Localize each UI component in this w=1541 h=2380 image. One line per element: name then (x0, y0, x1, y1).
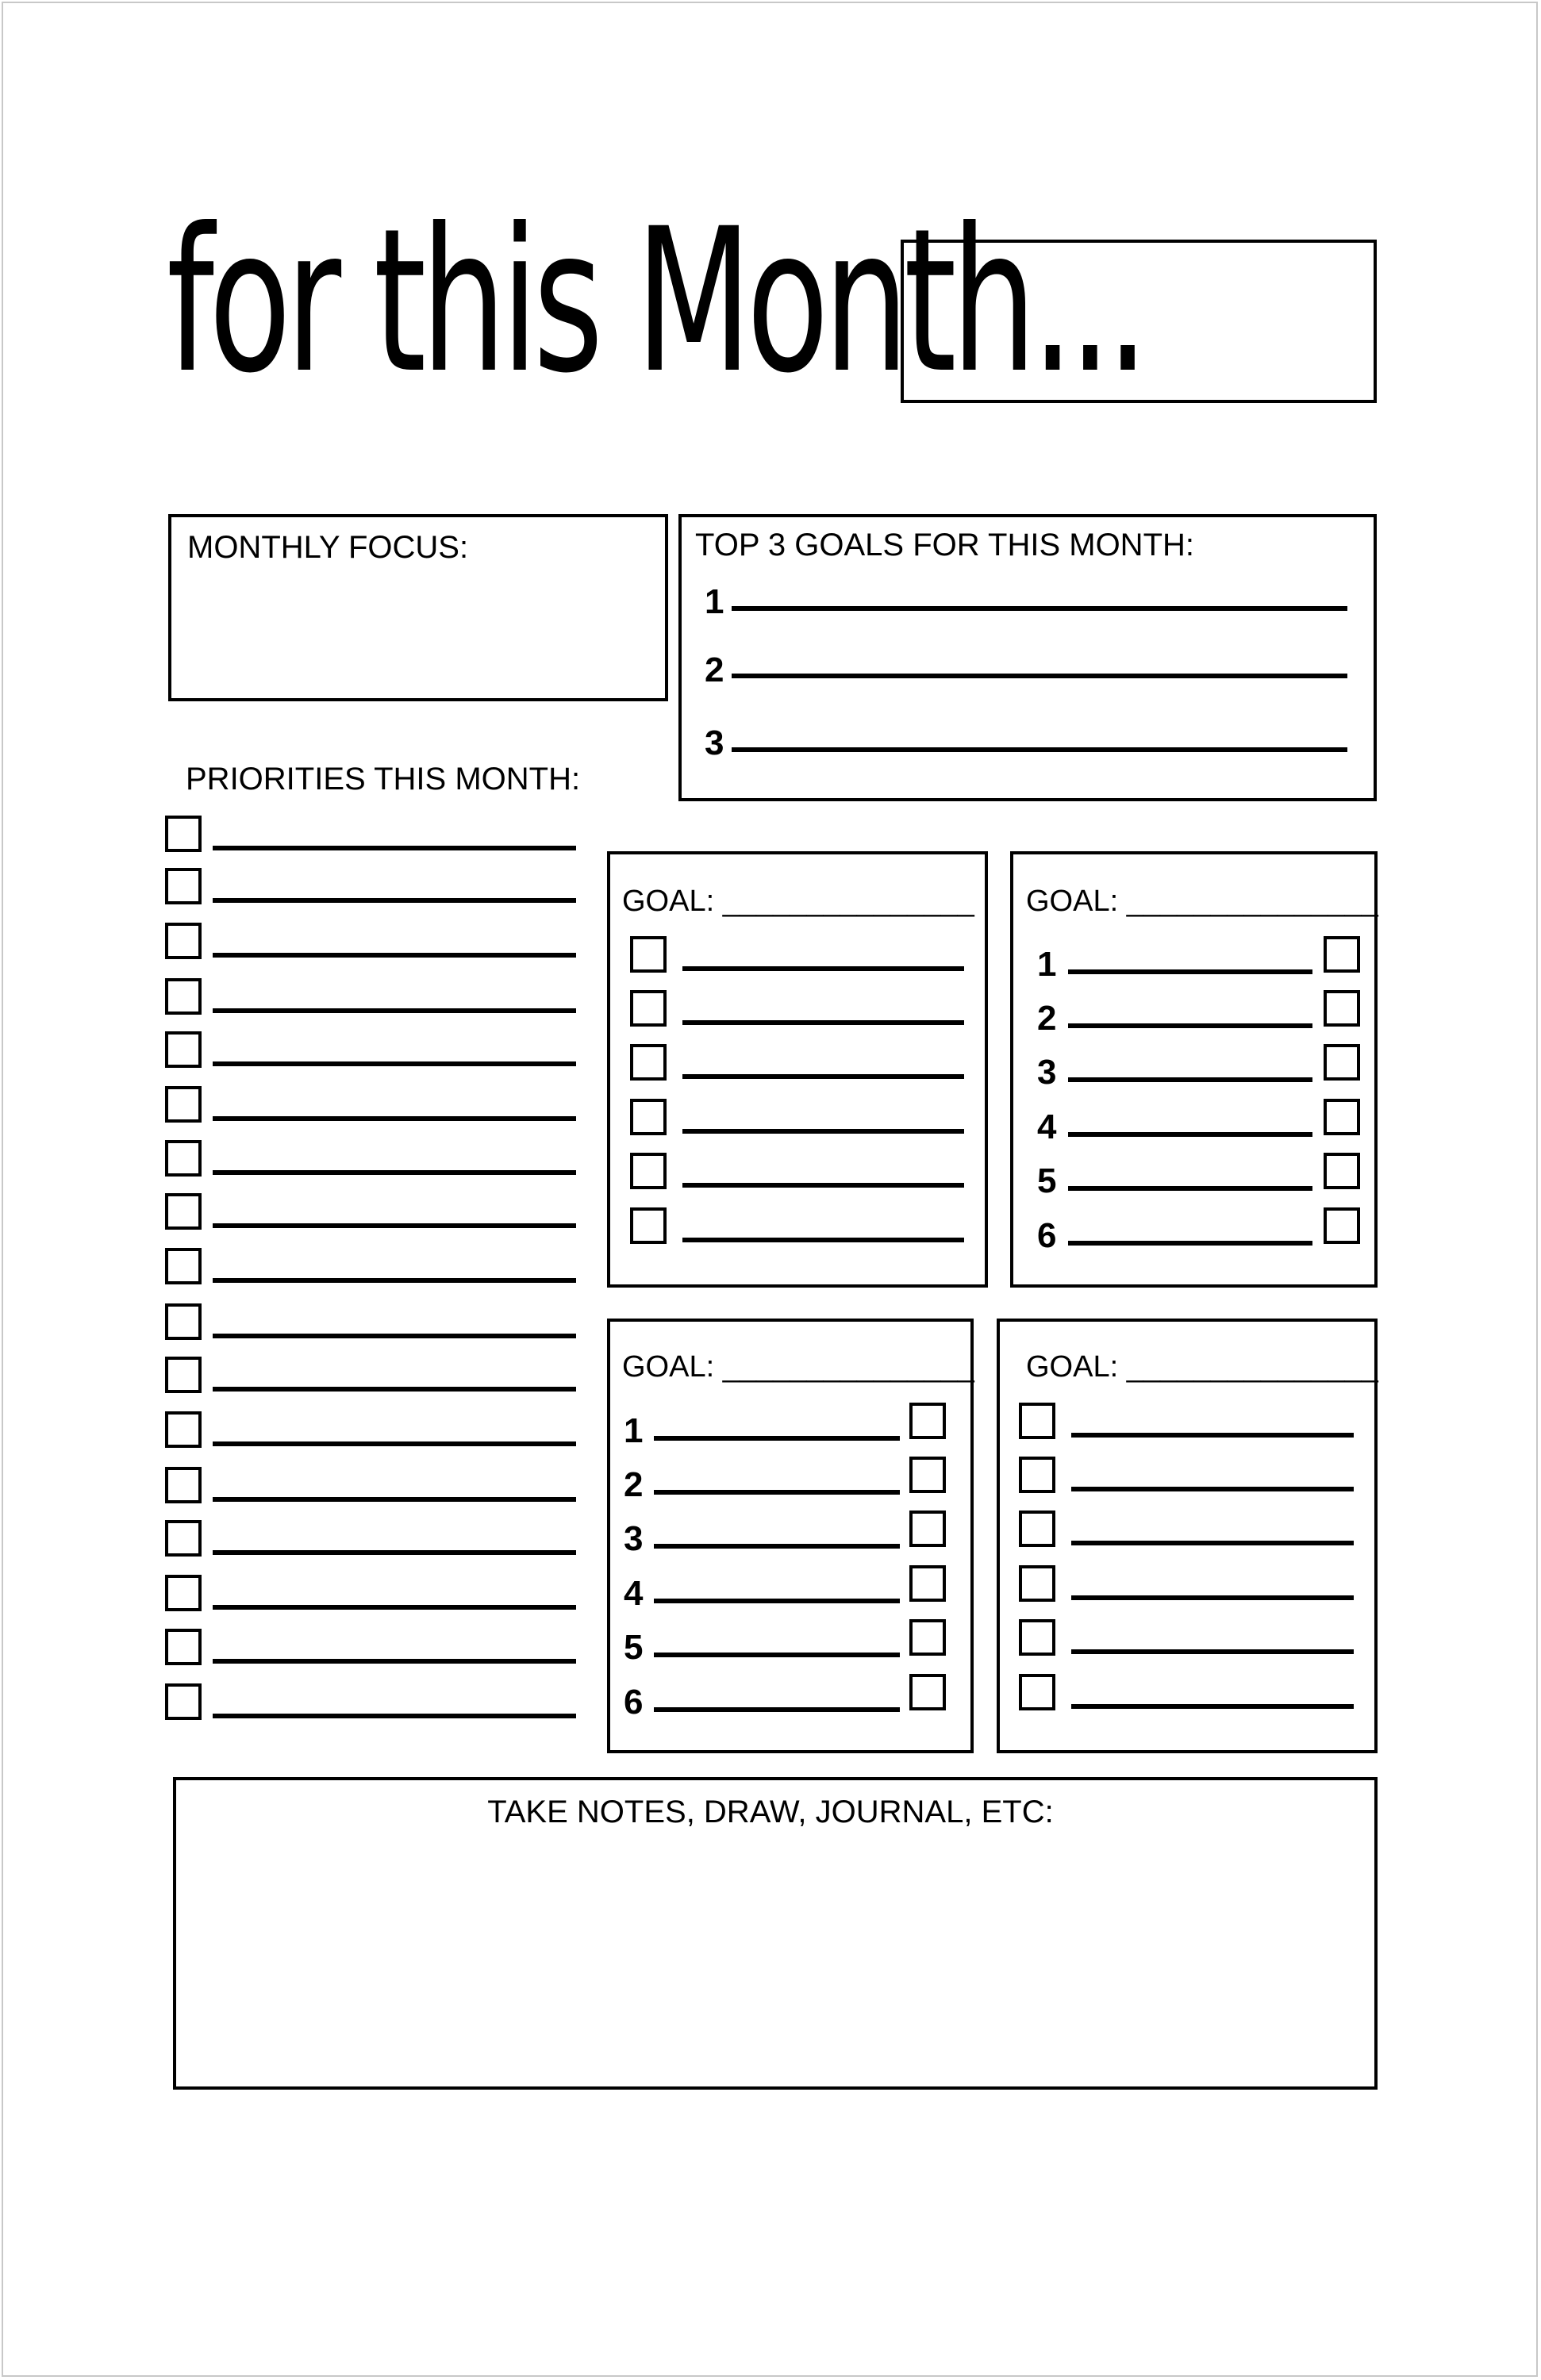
priority-line[interactable] (213, 898, 576, 903)
goal-title-2[interactable]: GOAL: _______________ (1026, 885, 1378, 918)
goal-checkbox[interactable] (630, 1153, 667, 1189)
goal-title-4[interactable]: GOAL: _______________ (1026, 1350, 1378, 1384)
priority-checkbox[interactable] (165, 1357, 202, 1393)
page-title: for this Month... (167, 186, 1144, 416)
priority-checkbox[interactable] (165, 816, 202, 852)
priority-checkbox[interactable] (165, 1303, 202, 1340)
goal-checkbox[interactable] (1019, 1565, 1055, 1602)
priority-checkbox[interactable] (165, 1520, 202, 1557)
priority-line[interactable] (213, 1441, 576, 1446)
priority-checkbox[interactable] (165, 923, 202, 959)
goal-checkbox[interactable] (1019, 1457, 1055, 1493)
goal-line[interactable] (682, 1183, 964, 1188)
goal-number: 1 (1037, 945, 1057, 984)
goal-line[interactable] (1071, 1704, 1354, 1709)
priority-line[interactable] (213, 1550, 576, 1555)
top-goals-label: TOP 3 GOALS FOR THIS MONTH: (695, 528, 1195, 562)
monthly-focus-label: MONTHLY FOCUS: (187, 530, 469, 565)
goal-line[interactable] (682, 966, 964, 971)
goal-checkbox[interactable] (1324, 990, 1360, 1027)
goal-number: 6 (1037, 1216, 1057, 1255)
top-goal-line-1[interactable] (732, 606, 1347, 611)
priority-checkbox[interactable] (165, 1031, 202, 1068)
month-name-box[interactable] (901, 240, 1377, 403)
goal-line[interactable] (682, 1074, 964, 1079)
priority-line[interactable] (213, 1116, 576, 1121)
goal-checkbox[interactable] (1324, 1207, 1360, 1244)
top-goal-number-1: 1 (705, 582, 724, 621)
priority-checkbox[interactable] (165, 1140, 202, 1177)
goal-line[interactable] (1068, 1023, 1312, 1028)
goal-line[interactable] (1068, 1241, 1312, 1246)
goal-number: 2 (624, 1465, 644, 1504)
goal-line[interactable] (654, 1544, 900, 1549)
priority-checkbox[interactable] (165, 1467, 202, 1503)
goal-line[interactable] (1071, 1595, 1354, 1600)
goal-line[interactable] (1071, 1433, 1354, 1438)
goal-line[interactable] (682, 1238, 964, 1242)
goal-checkbox[interactable] (909, 1619, 946, 1656)
priority-line[interactable] (213, 953, 576, 958)
goal-line[interactable] (1068, 1077, 1312, 1082)
goal-checkbox[interactable] (1019, 1511, 1055, 1547)
priority-checkbox[interactable] (165, 1575, 202, 1611)
priority-line[interactable] (213, 1278, 576, 1283)
priority-checkbox[interactable] (165, 1683, 202, 1720)
priority-checkbox[interactable] (165, 1086, 202, 1123)
priority-line[interactable] (213, 1659, 576, 1664)
top-goal-number-3: 3 (705, 724, 724, 762)
goal-line[interactable] (1068, 1186, 1312, 1191)
priority-checkbox[interactable] (165, 1193, 202, 1230)
goal-title-1[interactable]: GOAL: _______________ (622, 885, 974, 918)
goal-number: 5 (624, 1628, 644, 1667)
goal-line[interactable] (654, 1707, 900, 1712)
goal-number: 3 (624, 1519, 644, 1558)
priority-line[interactable] (213, 1170, 576, 1175)
goal-line[interactable] (654, 1599, 900, 1603)
priority-line[interactable] (213, 846, 576, 850)
goal-line[interactable] (1068, 969, 1312, 974)
top-goal-line-2[interactable] (732, 674, 1347, 678)
priority-line[interactable] (213, 1008, 576, 1013)
goal-line[interactable] (654, 1436, 900, 1441)
goal-number: 6 (624, 1683, 644, 1722)
goal-number: 4 (1037, 1107, 1057, 1146)
priority-checkbox[interactable] (165, 1411, 202, 1448)
goal-checkbox[interactable] (1324, 1044, 1360, 1081)
priority-line[interactable] (213, 1223, 576, 1228)
goal-line[interactable] (682, 1129, 964, 1134)
goal-checkbox[interactable] (630, 1207, 667, 1244)
goal-checkbox[interactable] (1019, 1403, 1055, 1439)
goal-checkbox[interactable] (909, 1565, 946, 1602)
priority-checkbox[interactable] (165, 978, 202, 1015)
goal-checkbox[interactable] (909, 1674, 946, 1710)
goal-number: 5 (1037, 1161, 1057, 1200)
goal-checkbox[interactable] (1324, 1099, 1360, 1135)
priority-checkbox[interactable] (165, 1248, 202, 1284)
goal-checkbox[interactable] (1324, 936, 1360, 973)
goal-line[interactable] (654, 1490, 900, 1495)
goal-line[interactable] (1068, 1132, 1312, 1137)
goal-checkbox[interactable] (909, 1457, 946, 1493)
goal-checkbox[interactable] (1019, 1674, 1055, 1710)
priority-checkbox[interactable] (165, 868, 202, 904)
priority-line[interactable] (213, 1497, 576, 1502)
goal-checkbox[interactable] (1324, 1153, 1360, 1189)
notes-label: TAKE NOTES, DRAW, JOURNAL, ETC: (487, 1795, 1054, 1829)
top-goal-number-2: 2 (705, 651, 724, 689)
goal-line[interactable] (1071, 1541, 1354, 1545)
goal-line[interactable] (654, 1653, 900, 1657)
goal-line[interactable] (682, 1020, 964, 1025)
priority-checkbox[interactable] (165, 1629, 202, 1665)
goal-checkbox[interactable] (630, 1099, 667, 1135)
priority-line[interactable] (213, 1714, 576, 1718)
priority-line[interactable] (213, 1061, 576, 1066)
goal-checkbox[interactable] (630, 990, 667, 1027)
priority-line[interactable] (213, 1605, 576, 1610)
goal-number: 3 (1037, 1053, 1057, 1092)
goal-checkbox[interactable] (1019, 1619, 1055, 1656)
goal-title-3[interactable]: GOAL: _______________ (622, 1350, 974, 1384)
goal-checkbox[interactable] (630, 936, 667, 973)
goal-line[interactable] (1071, 1487, 1354, 1491)
goal-number: 4 (624, 1574, 644, 1613)
goal-checkbox[interactable] (909, 1511, 946, 1547)
goal-number: 1 (624, 1411, 644, 1450)
top-goal-line-3[interactable] (732, 747, 1347, 752)
goal-line[interactable] (1071, 1649, 1354, 1654)
goal-checkbox[interactable] (909, 1403, 946, 1439)
priorities-label: PRIORITIES THIS MONTH: (186, 762, 581, 797)
goal-checkbox[interactable] (630, 1044, 667, 1081)
priority-line[interactable] (213, 1334, 576, 1338)
priority-line[interactable] (213, 1387, 576, 1392)
goal-number: 2 (1037, 999, 1057, 1038)
